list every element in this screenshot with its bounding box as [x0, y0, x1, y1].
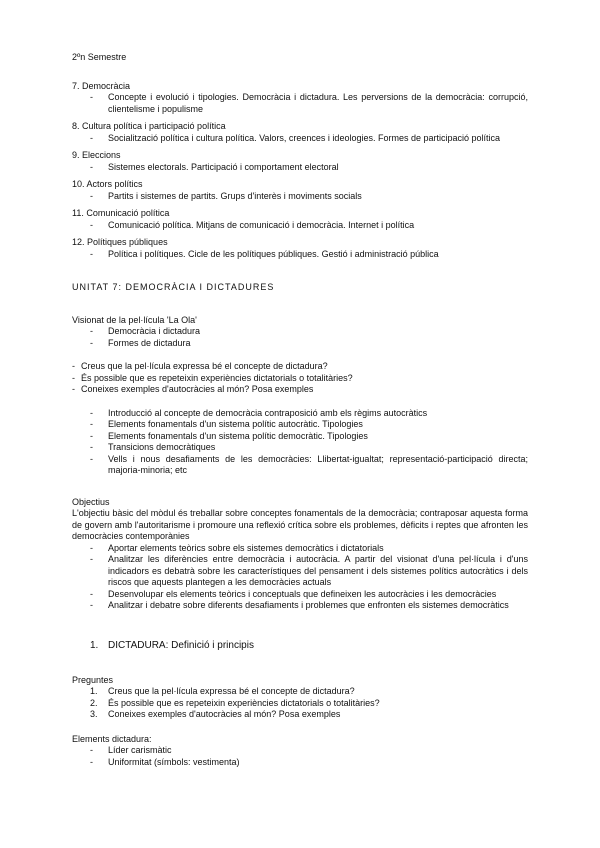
preguntes-block	[72, 675, 528, 721]
bullet-dash: -	[90, 600, 93, 610]
section-title: 10. Actors polítics	[72, 179, 143, 189]
questions-block	[72, 361, 528, 396]
element-text: Líder carismàtic	[108, 745, 172, 755]
bullet-dash: -	[90, 132, 93, 143]
pregunta-item	[90, 709, 528, 721]
bullet-text: Socialització política i cultura política. Valors, creences i ideologies. Formes de participació política	[108, 132, 501, 143]
topic-item	[90, 454, 528, 477]
objectives-heading: Objectius	[72, 496, 110, 507]
bullet-dash: -	[90, 337, 93, 348]
bullet-item	[90, 162, 528, 174]
bullet-dash: -	[90, 219, 93, 230]
bullet-text: Partits i sistemes de partits. Grups d'interès i moviments socials	[108, 190, 362, 201]
bullet-dash: -	[72, 361, 75, 371]
bullet-dash: -	[90, 756, 93, 767]
bullet-dash: -	[90, 326, 93, 336]
topic-item	[90, 442, 528, 454]
topic-text: Vells i nous desafiaments de les democràcies: Llibertat-igualtat; representació-participació directa; majoria-minoria; etc	[108, 453, 528, 475]
bullet-dash: -	[90, 248, 93, 259]
bullet-text: Formes de dictadura	[108, 337, 191, 348]
bullet-dash: -	[90, 554, 93, 564]
question-text: Coneixes exemples d'autocràcies al món? Posa exemples	[81, 384, 314, 394]
topic-item	[90, 431, 528, 443]
topic-item	[90, 419, 528, 431]
item-number: 1.	[90, 686, 98, 696]
bullet-item	[90, 220, 528, 232]
film-title: Visionat de la pel·lícula 'La Ola'	[72, 314, 197, 325]
bullet-dash: -	[90, 161, 93, 172]
bullet-text: Democràcia i dictadura	[108, 326, 201, 336]
bullet-dash: -	[90, 430, 93, 441]
item-number: 2.	[90, 697, 98, 708]
element-item	[90, 757, 528, 769]
syllabus-section-12	[72, 237, 528, 260]
elements-block	[72, 734, 528, 769]
objective-text: Analitzar i debatre sobre diferents desafiaments i problemes que enfronten els sistemes democràtics	[108, 600, 509, 610]
bullet-item	[90, 338, 528, 350]
pregunta-item	[90, 686, 528, 698]
bullet-item	[90, 326, 528, 338]
bullet-dash: -	[72, 372, 75, 383]
film-screening-block	[72, 315, 528, 350]
bullet-item	[90, 92, 528, 115]
bullet-dash: -	[90, 419, 93, 429]
question-line	[72, 373, 528, 385]
bullet-dash: -	[90, 407, 93, 418]
topic-text: Introducció al concepte de democràcia contraposició amb els règims autocràtics	[108, 407, 428, 418]
topic-item	[90, 408, 528, 420]
section-title: 7. Democràcia	[72, 80, 131, 91]
element-item	[90, 745, 528, 757]
elements-heading: Elements dictadura:	[72, 733, 152, 744]
question-text: Creus que la pel·lícula expressa bé el concepte de dictadura?	[81, 361, 328, 371]
bullet-item	[90, 133, 528, 145]
pregunta-item	[90, 698, 528, 710]
bullet-text: Política i polítiques. Cicle de les polítiques públiques. Gestió i administració pública	[108, 248, 439, 259]
topic-text: Elements fonamentals d'un sistema polític democràtic. Tipologies	[108, 430, 368, 441]
element-text: Uniformitat (símbols: vestimenta)	[108, 756, 240, 767]
syllabus-section-9	[72, 150, 528, 173]
semester-label: 2ºn Semestre	[72, 52, 127, 62]
bullet-dash: -	[90, 588, 93, 599]
bullet-text: Comunicació política. Mitjans de comunicació i democràcia. Internet i política	[108, 219, 415, 230]
objective-text: Aportar elements teòrics sobre els sistemes democràtics i dictatorials	[108, 542, 384, 553]
topic-text: Transicions democràtiques	[108, 442, 216, 452]
bullet-item	[90, 249, 528, 261]
section-heading-text: DICTADURA: Definició i principis	[108, 639, 254, 651]
section-title: 8. Cultura política i participació política	[72, 121, 226, 131]
objective-item	[90, 589, 528, 601]
bullet-text: Concepte i evolució i tipologies. Democràcia i dictadura. Les perversions de la democràcia: corrupció, clientelisme i populisme	[108, 92, 528, 114]
bullet-dash: -	[90, 190, 93, 201]
section-title: 12. Polítiques públiques	[72, 237, 168, 247]
pregunta-text: Coneixes exemples d'autocràcies al món? Posa exemples	[108, 709, 341, 719]
bullet-dash: -	[90, 542, 93, 553]
bullet-item	[90, 191, 528, 203]
question-text: És possible que es repeteixin experiències dictatorials o totalitàries?	[81, 372, 353, 383]
objective-item	[90, 554, 528, 589]
section-1-heading	[90, 639, 528, 652]
question-line	[72, 361, 528, 373]
objective-item	[90, 543, 528, 555]
section-number: 1.	[90, 639, 99, 651]
section-title: 11. Comunicació política	[72, 208, 170, 218]
bullet-dash: -	[90, 745, 93, 755]
bullet-dash: -	[72, 384, 75, 394]
section-title: 9. Eleccions	[72, 150, 121, 160]
preguntes-heading: Preguntes	[72, 674, 114, 685]
topic-text: Elements fonamentals d'un sistema polític autocràtic. Tipologies	[108, 419, 363, 429]
syllabus-section-11	[72, 208, 528, 231]
bullet-text: Sistemes electorals. Participació i comportament electoral	[108, 161, 339, 172]
objective-text: Desenvolupar els elements teòrics i conceptuals que defineixen les autocràcies i les democràcies	[108, 588, 497, 599]
pregunta-text: Creus que la pel·lícula expressa bé el concepte de dictadura?	[108, 686, 355, 696]
objectives-block	[72, 497, 528, 612]
objective-text: Analitzar les diferències entre democràcia i autocràcia. A partir del visionat d'una pel·lícula i d'uns indicadors es debatrà sobre les característiques del pensament i dels sistemes polítics autocràtics i dels riscos que aquests plantegen a les democràcies actuals	[108, 554, 528, 587]
bullet-dash: -	[90, 453, 93, 464]
bullet-dash: -	[90, 92, 93, 102]
item-number: 3.	[90, 709, 98, 719]
syllabus-section-7	[72, 81, 528, 116]
bullet-dash: -	[90, 442, 93, 452]
unit-7-title: UNITAT 7: DEMOCRÀCIA I DICTADURES	[72, 282, 275, 292]
objectives-paragraph: L'objectiu bàsic del mòdul és treballar sobre conceptes fonamentals de la democràcia; contraposar aquesta forma de govern amb l'autoritarisme i promoure una reflexió crítica sobre els problemes, dèficits i reptes que afronten les democràcies contemporànies	[72, 508, 528, 541]
question-line	[72, 384, 528, 396]
pregunta-text: És possible que es repeteixin experiències dictatorials o totalitàries?	[108, 697, 380, 708]
syllabus-section-10	[72, 179, 528, 202]
objective-item	[90, 600, 528, 612]
unit-topics-list	[72, 408, 528, 477]
syllabus-section-8	[72, 121, 528, 144]
